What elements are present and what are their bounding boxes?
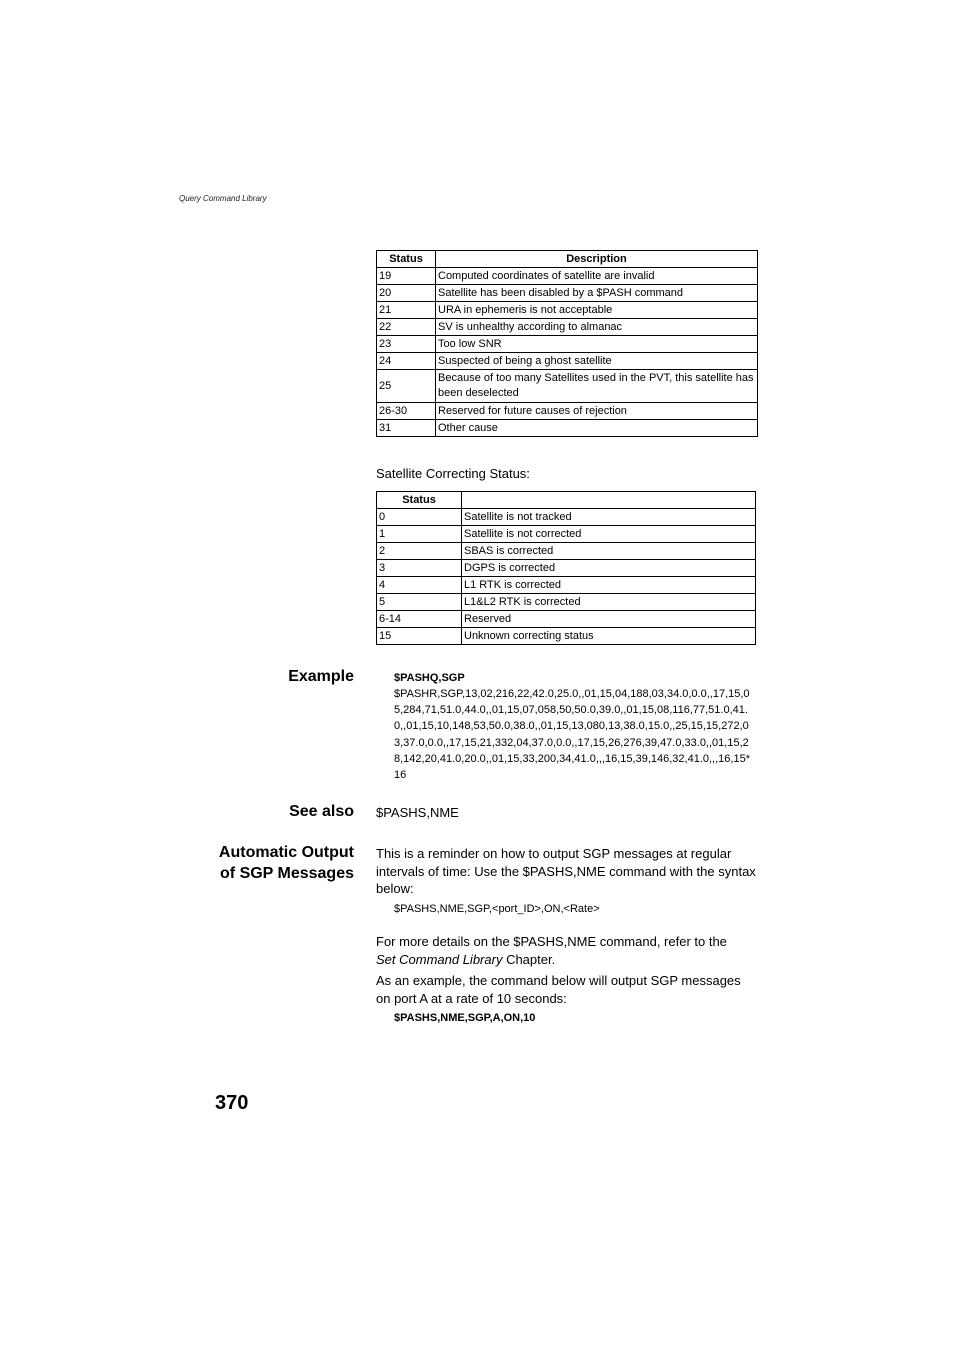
table-row xyxy=(377,543,756,560)
status-description-cell: Computed coordinates of satellite are invalid xyxy=(436,268,758,285)
section-header-label: Query Command Library xyxy=(179,194,267,203)
status-code-cell: 19 xyxy=(377,268,436,285)
status-code-cell: 20 xyxy=(377,285,436,302)
status-description-cell: URA in ephemeris is not acceptable xyxy=(436,302,758,319)
status-code-cell: 4 xyxy=(377,577,462,594)
status-code-cell: 0 xyxy=(377,509,462,526)
status-description-cell: Other cause xyxy=(436,420,758,437)
status-code-cell: 21 xyxy=(377,302,436,319)
table-row xyxy=(377,302,758,319)
example-output-command: $PASHS,NME,SGP,A,ON,10 xyxy=(394,1012,536,1024)
details-paragraph xyxy=(376,933,758,968)
example-heading: Example xyxy=(288,668,354,685)
status-description-cell: Unknown correcting status xyxy=(462,628,756,645)
table-row xyxy=(377,336,758,353)
table-row xyxy=(377,319,758,336)
status-code-cell: 24 xyxy=(377,353,436,370)
rejection-status-table xyxy=(376,250,758,437)
auto-output-heading-line2: of SGP Messages xyxy=(220,865,354,882)
status-description-cell: Satellite is not corrected xyxy=(462,526,756,543)
status-description-cell: L1&L2 RTK is corrected xyxy=(462,594,756,611)
status-description-cell: SV is unhealthy according to almanac xyxy=(436,319,758,336)
status-code-cell: 3 xyxy=(377,560,462,577)
details-reference: Set Command Library xyxy=(376,951,503,967)
table-header-description: Description xyxy=(436,251,758,268)
table-row xyxy=(377,628,756,645)
example-command: $PASHQ,SGP xyxy=(394,672,465,684)
status-code-cell: 15 xyxy=(377,628,462,645)
status-code-cell: 31 xyxy=(377,420,436,437)
table-row xyxy=(377,509,756,526)
status-description-cell: Because of too many Satellites used in the PVT, this satellite has been deselected xyxy=(436,370,758,403)
auto-output-intro: This is a reminder on how to output SGP messages at regular intervals of time: Use the $PASHS,NME command with the syntax below: xyxy=(376,846,756,896)
auto-output-heading xyxy=(219,842,354,884)
status-description-cell: Reserved for future causes of rejection xyxy=(436,403,758,420)
table-row xyxy=(377,577,756,594)
status-description-cell: SBAS is corrected xyxy=(462,543,756,560)
status-description-cell: Satellite has been disabled by a $PASH command xyxy=(436,285,758,302)
status-code-cell: 6-14 xyxy=(377,611,462,628)
table-header-status: Status xyxy=(377,251,436,268)
status-code-cell: 22 xyxy=(377,319,436,336)
status-description-cell: Reserved xyxy=(462,611,756,628)
see-also-reference: $PASHS,NME xyxy=(376,805,459,820)
table-header-status: Status xyxy=(377,492,462,509)
status-description-cell: Satellite is not tracked xyxy=(462,509,756,526)
table-row xyxy=(377,370,758,403)
table-row xyxy=(377,403,758,420)
table-header-blank xyxy=(462,492,756,509)
example-paragraph: As an example, the command below will output SGP messages on port A at a rate of 10 seconds: xyxy=(376,973,741,1006)
table-row xyxy=(377,420,758,437)
table-row xyxy=(377,611,756,628)
details-prefix: For more details on the $PASHS,NME command, refer to the xyxy=(376,934,727,949)
status-description-cell: Too low SNR xyxy=(436,336,758,353)
correcting-status-table xyxy=(376,491,756,645)
status-code-cell: 25 xyxy=(377,370,436,403)
page-number: 370 xyxy=(215,1092,249,1114)
status-code-cell: 5 xyxy=(377,594,462,611)
status-code-cell: 26-30 xyxy=(377,403,436,420)
table-row xyxy=(377,560,756,577)
table-row xyxy=(377,353,758,370)
correcting-status-caption: Satellite Correcting Status: xyxy=(376,466,530,481)
table-row xyxy=(377,285,758,302)
details-suffix: Chapter. xyxy=(502,951,556,967)
example-response: $PASHR,SGP,13,02,216,22,42.0,25.0,,01,15,04,188,03,34.0,0.0,,17,15,05,284,71,51.0,44.0,,01,15,07,058,50,50.0,39.0,,01,15,08,116,77,51.0,41.0,,01,15,10,148,53,50.0,38.0,,01,15,13,080,13,38.0,15.0,,25,15,15,272,03,37.0,0.0,,17,15,21,332,04,37.0,0.0,,17,15,26,276,39,47.0,33.0,,01,15,28,142,20,41.0,20.0,,01,15,33,200,34,41.0,,,16,15,39,146,32,41.0,,,16,15*16 xyxy=(394,688,750,782)
status-code-cell: 1 xyxy=(377,526,462,543)
table-row xyxy=(377,526,756,543)
table-row xyxy=(377,594,756,611)
status-description-cell: DGPS is corrected xyxy=(462,560,756,577)
status-description-cell: L1 RTK is corrected xyxy=(462,577,756,594)
syntax-line: $PASHS,NME,SGP,<port_ID>,ON,<Rate> xyxy=(394,903,600,915)
status-code-cell: 2 xyxy=(377,543,462,560)
see-also-heading: See also xyxy=(289,803,354,820)
auto-output-heading-line1: Automatic Output xyxy=(218,844,354,861)
table-row xyxy=(377,268,758,285)
status-description-cell: Suspected of being a ghost satellite xyxy=(436,353,758,370)
status-code-cell: 23 xyxy=(377,336,436,353)
